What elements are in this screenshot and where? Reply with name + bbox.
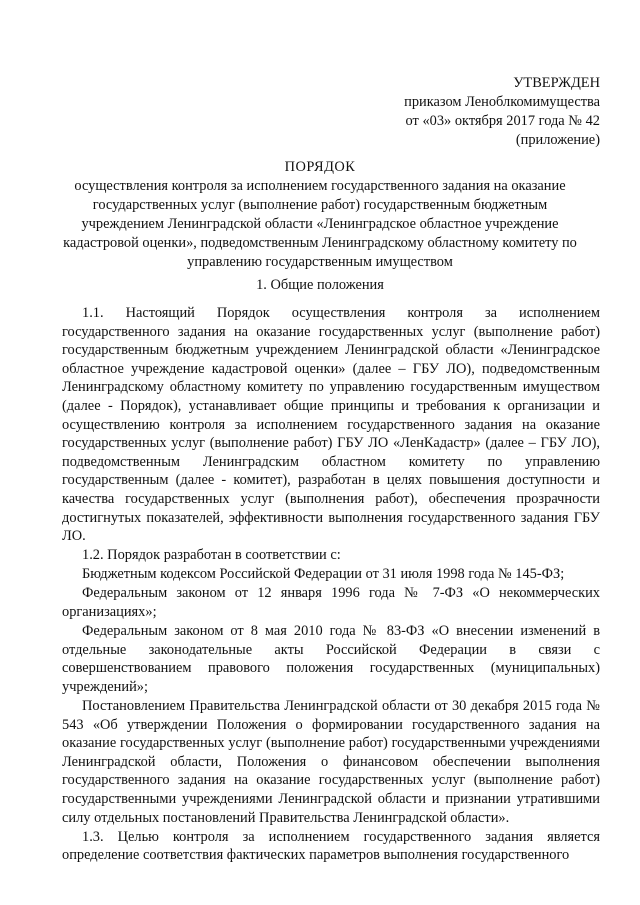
approval-line-annex: (приложение)	[515, 132, 600, 148]
document-subtitle-line: государственных услуг (выполнение работ) государственным бюджетным	[92, 197, 548, 213]
document-subtitle-line: учреждением Ленинградской области «Ленинградское областное учреждение	[81, 216, 559, 232]
paragraph-1-2: 1.2. Порядок разработан в соответствии с:	[82, 547, 341, 564]
document-title-block	[40, 158, 600, 272]
approval-line-order: приказом Леноблкомимущества	[404, 94, 600, 110]
document-body	[62, 304, 600, 865]
paragraph-1-1: 1.1. Настоящий Порядок осуществления контроля за исполнением государственного задания на оказание государственных услуг (выполнение работ) государственным бюджетным учреждением Ленинградской области «Ленинградское областное учреждение кадастровой оценки» (далее – ГБУ ЛО), подведомственным Ленинградскому областному комитету по управлению государственным имуществом (далее - Порядок), устанавливает общие принципы и требования к организации и осуществлению контроля за исполнением государственного задания на оказание государственных услуг (выполнение работ) ГБУ ЛО «ЛенКадастр» (далее – ГБУ ЛО), подведомственным Ленинградским областном комитету по управлению государственным (далее - комитет), разработан в целях повышения доступности и качества государственных услуг (выполнения работ), обеспечения прозрачности достигнутых показателей, эффективности выполнения государственного задания ГБУ ЛО.	[62, 305, 600, 545]
paragraph-resolution-543: Постановлением Правительства Ленинградской области от 30 декабря 2015 года № 543 «Об утверждении Положения о формировании государственного задания на оказание государственных услуг (выполнение работ) государственными учреждениями Ленинградской области, Положения о финансовом обеспечении выполнения государственного задания на оказание государственных услуг (выполнение работ) государственными учреждениями Ленинградской области и признании утратившими силу отдельных постановлений Правительства Ленинградской области».	[62, 697, 600, 826]
document-subtitle-line: кадастровой оценки», подведомственным Ленинградскому областному комитету по	[63, 235, 577, 251]
section-heading-general: 1. Общие положения	[256, 277, 384, 293]
paragraph-budget-code: Бюджетным кодексом Российской Федерации от 31 июля 1998 года № 145-ФЗ;	[82, 566, 565, 583]
paragraph-1-3: 1.3. Целью контроля за исполнением государственного задания является определение соответствия фактических параметров выполнения государственного	[62, 828, 600, 864]
approval-line-date: от «03» октября 2017 года № 42	[405, 113, 600, 129]
approval-line-approved: УТВЕРЖДЕН	[513, 75, 600, 91]
approval-stamp	[404, 74, 600, 150]
document-subtitle-line: осуществления контроля за исполнением государственного задания на оказание	[74, 178, 566, 194]
paragraph-law-7fz: Федеральным законом от 12 января 1996 года № 7-ФЗ «О некоммерческих организациях»;	[62, 585, 600, 620]
document-subtitle-line: управлению государственным имуществом	[187, 254, 453, 270]
document-title: ПОРЯДОК	[284, 159, 356, 175]
paragraph-law-83fz: Федеральным законом от 8 мая 2010 года № 83-ФЗ «О внесении изменений в отдельные законодательные акты Российской Федерации в связи с совершенствованием правового положения государственных (муниципальных) учреждений»;	[62, 623, 600, 695]
